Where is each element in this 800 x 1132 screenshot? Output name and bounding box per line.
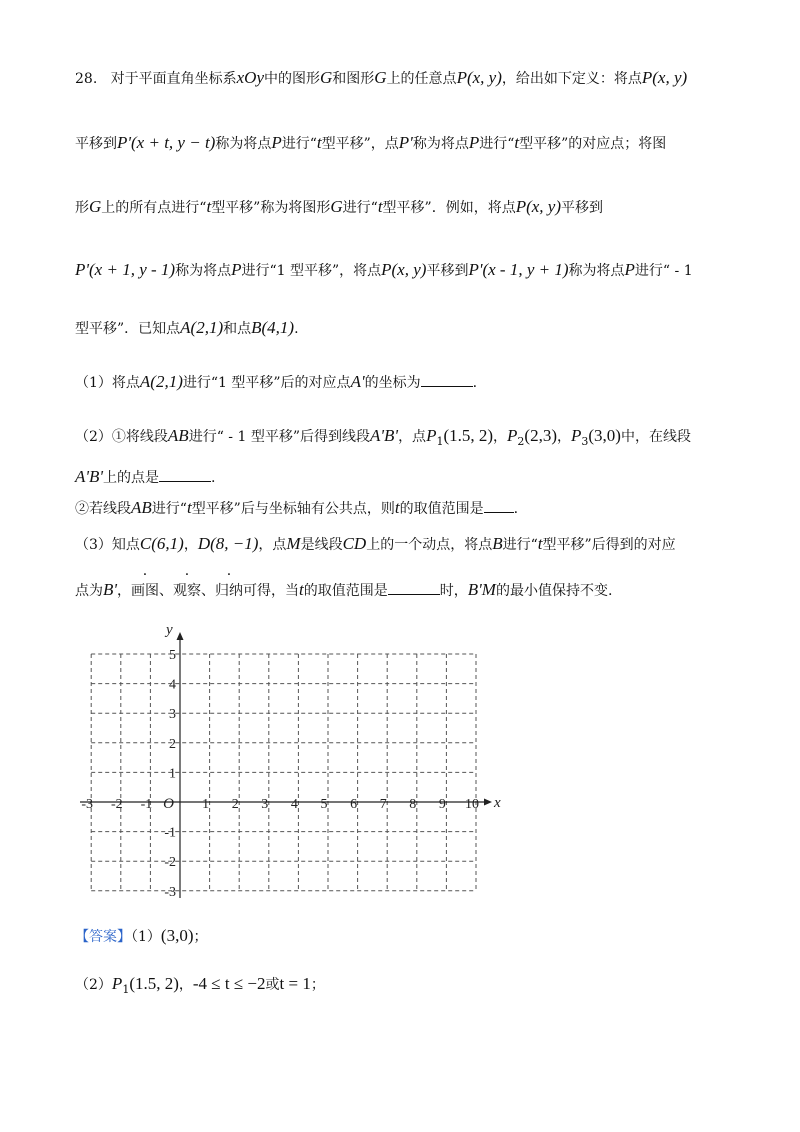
text: 的坐标为	[364, 375, 421, 391]
grid-lines	[91, 654, 476, 891]
axes	[80, 632, 492, 898]
text: 上的点是	[103, 470, 160, 486]
math-g: G	[320, 68, 333, 87]
text: 可得，当	[243, 583, 300, 599]
math-p2-value: (2,3)	[524, 426, 557, 445]
answer-blank[interactable]	[421, 374, 473, 387]
subscript: 1	[122, 982, 130, 996]
math-pp: P'(x + 1, y - 1)	[75, 260, 176, 279]
math-p: P	[231, 260, 242, 279]
math-bp: B'	[103, 580, 118, 599]
x-tick-label: 10	[465, 797, 479, 812]
y-tick-label: -3	[164, 884, 176, 898]
text: 型平移”．例如，将点	[382, 200, 516, 216]
math-b: B	[492, 534, 503, 553]
math-apbp: A'B'	[75, 467, 104, 486]
math-p2: P	[507, 426, 518, 445]
text: 型平移”称为将图形	[211, 200, 331, 216]
x-tick-label: 6	[350, 797, 358, 812]
answer-value: t = 1	[279, 974, 311, 993]
math-m: M	[286, 534, 301, 553]
text: （1）	[131, 929, 161, 945]
math-a: A(2,1)	[139, 372, 183, 391]
y-tick-label: 3	[169, 707, 176, 723]
math-ap: A'	[350, 372, 365, 391]
y-tick-label: -1	[164, 825, 176, 841]
text: 进行“1 型平移”，将点	[241, 263, 382, 279]
math-ab: AB	[131, 498, 152, 517]
problem-number: 28.	[75, 71, 98, 87]
math-d: D(8, −1)	[197, 534, 259, 553]
dotted-text: 画图	[131, 583, 160, 599]
text: 时，	[439, 583, 468, 599]
y-tick-label: 2	[169, 736, 176, 752]
text: 和图形	[332, 71, 375, 87]
math-p3-value: (3,0)	[588, 426, 621, 445]
text: ，	[557, 429, 571, 445]
text: 进行“	[281, 136, 317, 152]
y-tick-label: -2	[164, 855, 176, 871]
question-3-line-2	[75, 580, 612, 600]
problem-line-4	[75, 260, 693, 280]
math-g: G	[330, 197, 343, 216]
math-ab: AB	[167, 426, 189, 445]
math-t: t	[206, 197, 212, 216]
subscript: 2	[517, 434, 525, 448]
math-p1: P	[111, 974, 123, 993]
math-t: t	[186, 498, 192, 517]
math-cd: CD	[342, 534, 367, 553]
text: 的取值范围是	[399, 501, 484, 517]
text: 或	[265, 977, 280, 993]
text: .	[211, 470, 216, 486]
text: ，给出如下定义：将点	[501, 71, 642, 87]
subscript: 3	[581, 434, 589, 448]
math-t: t	[514, 133, 520, 152]
text: 称为将点	[568, 263, 625, 279]
text: 称为将点	[175, 263, 232, 279]
dotted-text: 观察	[173, 583, 202, 599]
y-tick-label: 1	[169, 766, 176, 782]
text: 进行“	[502, 537, 538, 553]
text: 、	[201, 583, 216, 599]
question-1	[75, 372, 477, 392]
text: 进行“ - 1	[634, 263, 693, 279]
text: （2）	[75, 977, 112, 993]
x-tick-label: -2	[110, 797, 123, 812]
math-p1-value: (1.5, 2)	[443, 426, 494, 445]
x-tick-label: 8	[409, 797, 417, 812]
text: 上的一个动点，将点	[366, 537, 493, 553]
text: 型平移”．已知点	[75, 321, 181, 337]
text: 进行“ - 1 型平移”后得到线段	[188, 429, 371, 445]
text: 形	[75, 200, 89, 216]
y-tick-label: 4	[169, 677, 176, 693]
math-p: P(x, y)	[515, 197, 562, 216]
answer-value: (1.5, 2)	[129, 974, 179, 993]
x-tick-label: 1	[202, 797, 210, 812]
math-p: P	[624, 260, 635, 279]
x-tick-label: -1	[140, 797, 153, 812]
text: .	[294, 321, 299, 337]
math-b: B(4,1)	[251, 318, 295, 337]
text: 上的任意点	[386, 71, 457, 87]
x-tick-label: 2	[231, 797, 239, 812]
text: 进行“	[342, 200, 378, 216]
math-apbp: A'B'	[370, 426, 399, 445]
text: ；	[193, 929, 208, 945]
answer-blank[interactable]	[159, 469, 211, 482]
answer-range: -4 ≤ t ≤ −2	[192, 974, 266, 993]
math-p1: P	[426, 426, 437, 445]
text: 进行“1 型平移”后的对应点	[182, 375, 351, 391]
text: 型平移”后得到的对应	[542, 537, 676, 553]
dotted-text: 归纳	[215, 583, 244, 599]
text: .	[472, 375, 478, 391]
question-2-part-2	[75, 498, 518, 518]
subscript: 1	[436, 434, 444, 448]
answer-line-2	[75, 974, 325, 996]
text: 点为	[75, 583, 103, 599]
text: 的取值范围是	[303, 583, 388, 599]
text: （2）①将线段	[75, 429, 168, 445]
math-p3: P	[571, 426, 582, 445]
text: ，	[117, 583, 132, 599]
question-3-line-1	[75, 534, 676, 554]
y-axis-label: y	[166, 622, 173, 638]
text: 中的图形	[264, 71, 320, 87]
text: 称为将点	[412, 136, 469, 152]
math-c: C(6,1)	[139, 534, 184, 553]
text: ，	[493, 429, 508, 445]
text: 和点	[223, 321, 252, 337]
text: 进行“	[479, 136, 515, 152]
text: 的最小值保持不变.	[495, 583, 613, 599]
text: 型平移”的对应点；将图	[519, 136, 667, 152]
text: ②若线段	[75, 501, 131, 517]
x-tick-label: 3	[261, 797, 269, 812]
text: 平移到	[75, 136, 117, 152]
x-tick-label: -3	[81, 797, 94, 812]
problem-line-2	[75, 133, 666, 153]
answer-tag: 【答案】	[75, 929, 131, 945]
text: 中，在线段	[620, 429, 691, 445]
text: 平移到	[426, 263, 469, 279]
answer-blank[interactable]	[388, 582, 440, 595]
tick-labels	[81, 622, 501, 898]
math-p: P(x, y)	[456, 68, 502, 87]
math-p: P(x, y)	[381, 260, 427, 279]
answer-value: (3,0)	[160, 926, 194, 945]
x-tick-label: 5	[320, 797, 328, 812]
text: 对于平面直角坐标系	[110, 71, 237, 87]
x-axis-label: x	[494, 795, 501, 811]
math-g: G	[374, 68, 387, 87]
math-pp: P'(x + t, y − t)	[117, 133, 216, 152]
text: 平移到	[561, 200, 604, 216]
math-p: P	[271, 133, 282, 152]
question-2-line-1	[75, 426, 691, 448]
x-tick-label: 9	[438, 797, 446, 812]
text: 是线段	[300, 537, 343, 553]
text: 、	[159, 583, 174, 599]
y-axis-arrow	[177, 632, 184, 640]
x-tick-label: 4	[290, 797, 298, 812]
x-axis-arrow	[484, 799, 492, 806]
text: 进行“	[151, 501, 187, 517]
text: ，点	[398, 429, 427, 445]
math-p: P(x, y)	[641, 68, 688, 87]
origin-label: O	[163, 796, 174, 812]
math-g: G	[89, 197, 102, 216]
text: 称为将点	[215, 136, 272, 152]
problem-line-3	[75, 197, 603, 217]
text: .	[513, 501, 519, 517]
text: 型平移”后与坐标轴有公共点，则	[191, 501, 395, 517]
text: ；	[310, 977, 325, 993]
math-t: t	[299, 580, 304, 599]
problem-line-1	[75, 68, 687, 88]
answer-line-1	[75, 926, 208, 946]
text: ，	[178, 977, 193, 993]
problem-line-5	[75, 318, 299, 338]
coordinate-grid	[80, 608, 520, 898]
math-t: t	[377, 197, 383, 216]
math-pp: P'	[398, 133, 413, 152]
math-bpm: B'M	[467, 580, 496, 599]
y-tick-label: 5	[169, 648, 176, 663]
math-t: t	[316, 133, 322, 152]
text: 型平移”，点	[321, 136, 399, 152]
text: （1）将点	[75, 375, 140, 391]
question-2-line-2	[75, 467, 216, 487]
math-a: A(2,1)	[180, 318, 224, 337]
text: ，点	[258, 537, 287, 553]
math-xoy: xOy	[236, 68, 264, 87]
text: （3）知点	[75, 537, 140, 553]
math-pp: P'(x - 1, y + 1)	[468, 260, 569, 279]
x-tick-label: 7	[379, 797, 387, 812]
text: 上的所有点进行“	[101, 200, 207, 216]
math-p: P	[468, 133, 480, 152]
text: ，	[183, 537, 198, 553]
math-t: t	[394, 498, 400, 517]
answer-blank[interactable]	[484, 500, 514, 513]
math-t: t	[537, 534, 543, 553]
